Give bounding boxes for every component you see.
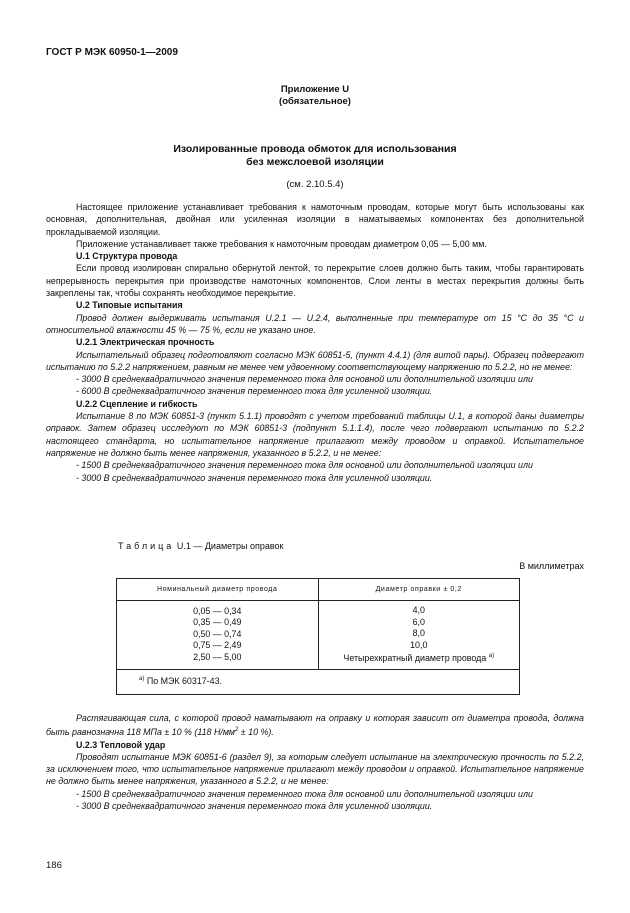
cell-value: 0,05 — 0,34	[193, 605, 242, 616]
list-item: - 3000 В среднеквадратичного значения переменного тока для усиленной изоляции.	[76, 472, 433, 483]
paragraph: Проводят испытание МЭК 60851-6 (раздел 9), за которым следует испытание на электрическую прочность по 5.2.2, за исключением того, что испытательное напряжение прилагают между проводом и оправкой. Испытательное напряжение не должно быть менее напряжения, указанного в 5.2.2, и не менее:	[46, 751, 584, 787]
list-item: - 3000 В среднеквадратичного значения переменного тока для усиленной изоляции.	[76, 801, 433, 812]
annex-title: Приложение U	[280, 84, 350, 95]
cell-value: 6,0	[412, 616, 425, 627]
paragraph: Приложение устанавливает также требования к намоточным проводам диаметром 0,05 — 5,00 мм.	[76, 238, 487, 249]
footnote-ref: а)	[488, 653, 495, 659]
cell-value: 0,35 — 0,49	[193, 617, 242, 628]
section-heading: U.2 Типовые испытания	[76, 300, 183, 311]
list-item: - 3000 В среднеквадратичного значения переменного тока для основной или дополнительной изоляции или	[76, 374, 533, 385]
column-header: Номинальный диаметр провода	[117, 579, 319, 601]
title-line-1: Изолированные провода обмоток для использования	[173, 143, 457, 155]
section-heading: U.2.3 Тепловой удар	[76, 739, 166, 750]
section-body-2	[46, 712, 584, 812]
table-body-row	[117, 601, 520, 670]
footnote-text: По МЭК 60317-43.	[146, 676, 222, 687]
table-footnote-row	[117, 670, 520, 695]
table-caption	[118, 541, 283, 551]
paragraph: Настоящее приложение устанавливает требования к намоточным проводам, которые могут быть использованы как основная, дополнительная, двойная или усиленная изоляции в наматываемых компонентах без дополнительной прокладываемой изоляции.	[46, 202, 584, 237]
cell-value: 4,0	[412, 605, 425, 615]
cell-value: 10,0	[410, 639, 428, 650]
section-body-1	[46, 201, 584, 484]
paragraph: Растягивающая сила, с которой провод наматывают на оправку и которая зависит от диаметра провода, должна быть равнозначна 118 МПа ± 10 % (118 $Н/мм^2 \pm 10$ %).	[46, 713, 584, 738]
document-header: ГОСТ Р МЭК 60950-1—2009	[46, 47, 178, 58]
title-reference: (см. 2.10.5.4)	[286, 179, 344, 190]
annex-heading	[0, 84, 630, 108]
section-heading: U.1 Структура провода	[76, 251, 178, 262]
table-caption-label: Таблица	[118, 541, 175, 551]
cell-value: Четырехкратный диаметр провода	[343, 652, 487, 663]
section-heading: U.2.1 Электрическая прочность	[76, 337, 215, 348]
title-line-2: без межслоевой изоляции	[246, 156, 384, 168]
cell-value: 8,0	[412, 628, 425, 638]
table-footnote	[117, 670, 520, 695]
footnote-mark: а)	[139, 676, 145, 683]
paragraph: Провод должен выдерживать испытания U.2.1 — U.2.4, выполненные при температуре от 15 °С до 35 °С и относительной влажности 45 % — 75 %, если не указано иное.	[46, 312, 584, 335]
list-item: - 1500 В среднеквадратичного значения переменного тока для основной или дополнительной изоляции или	[76, 788, 533, 799]
paragraph: Испытание 8 по МЭК 60851-3 (пункт 5.1.1) проводят с учетом требований таблицы U.1, в которой даны диаметры оправок. Затем образец исследуют по МЭК 60851-3 (подпункт 5.1.1.4), после чего подвергают испытанию по 5.2.2 настоящего стандарта, но испытательное напряжение прилагают между проводом и оправкой. Испытательное напряжение не должно быть менее напряжения, указанного в 5.2.2, и не менее:	[46, 411, 584, 458]
mandrel-diameter-cell	[318, 601, 520, 670]
paragraph: Если провод изолирован спирально обернутой лентой, то перекрытие слоев должно быть таким, чтобы гарантировать непрерывность перекрытия при производстве намоточных компонентов. Слои ленты в местах перекрытия должны быть закреплены так, чтобы сохранять необходимое перекрытие.	[46, 263, 584, 299]
paragraph: Испытательный образец подготовляют согласно МЭК 60851-5, (пункт 4.4.1) (для витой пары). Образец подвергают испытанию по 5.2.2 напряжением, равным не менее чем удвоенному соответствующему напряжению по 5.2.2, но не менее:	[46, 349, 584, 372]
annex-status: (обязательное)	[279, 96, 351, 107]
mandrel-diameter-table	[116, 578, 520, 695]
column-header: Диаметр оправки ± 0,2	[318, 579, 520, 601]
list-item: - 1500 В среднеквадратичного значения переменного тока для основной или дополнительной изоляции или	[76, 460, 533, 471]
annex-main-title	[0, 143, 630, 169]
table-header-row	[117, 579, 520, 601]
list-item: - 6000 В среднеквадратичного значения переменного тока для усиленной изоляции.	[76, 386, 433, 397]
section-heading: U.2.2 Сцепление и гибкость	[76, 398, 198, 409]
table-unit: В миллиметрах	[519, 561, 584, 571]
table-caption-text: U.1 — Диаметры оправок	[176, 541, 284, 551]
cell-value: 0,50 — 0,74	[193, 628, 242, 639]
page-number: 186	[46, 860, 62, 871]
cell-value: 0,75 — 2,49	[193, 640, 242, 651]
wire-diameter-cell	[117, 601, 319, 670]
cell-value: 2,50 — 5,00	[193, 651, 242, 662]
